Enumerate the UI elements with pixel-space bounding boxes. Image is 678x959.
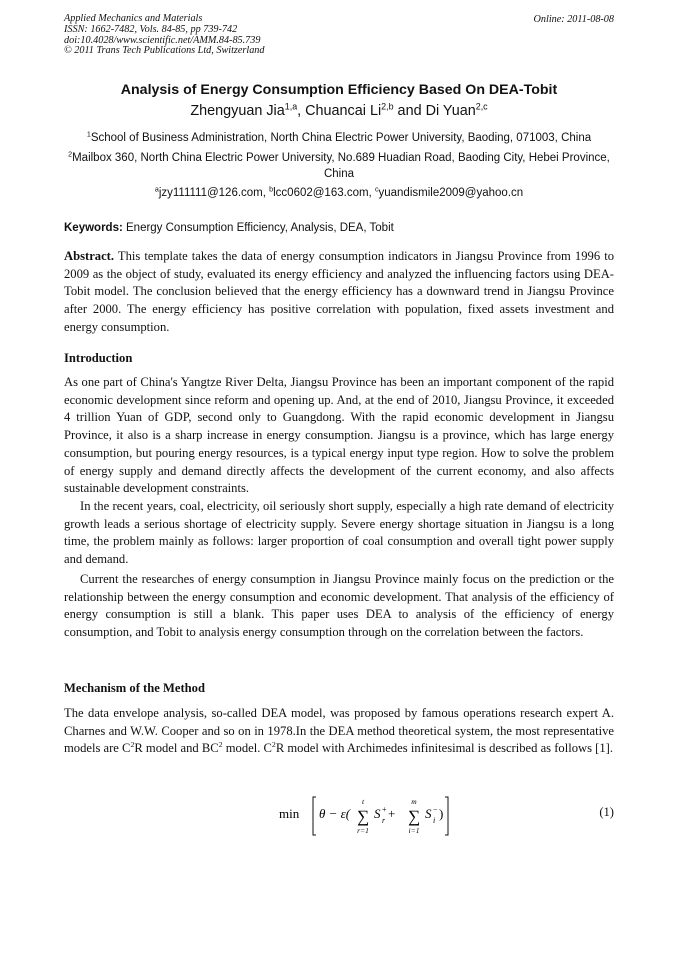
section-heading-introduction: Introduction xyxy=(64,351,133,365)
eq-s-minus-sub: i xyxy=(433,816,436,825)
eq-s-minus-sup: − xyxy=(433,805,438,814)
equation-formula xyxy=(269,792,649,840)
method-text: R model with Archimedes infinitesimal is described as follows [1]. xyxy=(275,741,613,756)
email-text: lcc0602@163.com, xyxy=(273,187,375,199)
author-affiliation-mark: 2,c xyxy=(475,101,488,112)
author-separator: , xyxy=(297,103,306,119)
eq-close-paren: ) xyxy=(439,806,444,821)
author-name: Chuancai Li xyxy=(305,103,382,119)
superscript-2: 2 xyxy=(130,740,135,750)
eq-s-plus: S xyxy=(374,806,381,821)
superscript-2: 2 xyxy=(218,740,223,750)
keywords-text: Energy Consumption Efficiency, Analysis, DEA, Tobit xyxy=(126,222,394,234)
eq-sigma-2: ∑ xyxy=(407,807,421,826)
abstract xyxy=(64,248,614,337)
affiliation-text: School of Business Administration, North China Electric Power University, Baoding, 071003, China xyxy=(90,132,592,144)
method-text: model. C xyxy=(222,741,272,756)
author-affiliation-mark: 2,b xyxy=(381,101,394,112)
issn: ISSN: 1662-7482, Vols. 84-85, pp 739-742 xyxy=(64,23,238,35)
affiliation-number: 1 xyxy=(86,130,91,139)
author-list xyxy=(40,103,638,119)
email-text: yuandismile2009@yahoo.cn xyxy=(378,187,524,199)
keywords xyxy=(64,222,616,234)
eq-plus: + xyxy=(388,806,396,821)
affiliation-1 xyxy=(56,131,622,147)
eq-sum1-upper: t xyxy=(361,797,365,806)
abstract-text: This template takes the data of energy consumption indicators in Jiangsu Province from 1996 to 2009 as the object of study, evaluated its energy efficiency and analyzed the influencing factors using DEA-Tobit model. The conclusion believed that the energy efficiency has a downward trend in Jiangsu Province after 2000. The energy efficiency has positive correlation with population, fixed assets investment and energy consumption. xyxy=(64,249,614,334)
equation-1 xyxy=(64,792,614,840)
keywords-label: Keywords: xyxy=(64,222,123,234)
method-text: The data envelope analysis, so-called DEA model, was proposed by famous operations research expert A. Charnes and W.W. Cooper and so on in 1978.In the DEA method theoretical system, the most representative models are C xyxy=(64,706,614,756)
email-line xyxy=(56,186,622,202)
email-text: jzy111111@126.com, xyxy=(158,187,270,199)
method-paragraph-1 xyxy=(64,705,614,758)
journal-meta xyxy=(64,14,264,57)
eq-sigma-1: ∑ xyxy=(356,807,370,826)
affiliation-text: Mailbox 360, North China Electric Power University, No.689 Huadian Road, Baoding City, Hebei Province, China xyxy=(72,152,610,180)
online-date: Online: 2011-08-08 xyxy=(533,14,614,25)
eq-s-plus-sup: + xyxy=(382,805,387,814)
method-text: R model and BC xyxy=(134,741,219,756)
email-mark: a xyxy=(154,185,159,194)
eq-min: min xyxy=(279,806,300,821)
doi: doi:10.4028/www.scientific.net/AMM.84-85.739 xyxy=(64,34,261,46)
email-mark: b xyxy=(269,185,274,194)
equation-number: (1) xyxy=(599,805,614,819)
intro-paragraph-3: Current the researches of energy consumption in Jiangsu Province mainly focus on the prediction or the relationship between the energy consumption and economic development. That analysis of the efficiency of energy consumption is still a blank. This paper uses DEA to analysis of the efficiency of energy consumption, and Tobit to analysis energy consumption through on the correlation between the factors. xyxy=(64,572,614,640)
eq-sum2-lower: i=1 xyxy=(408,826,420,835)
author-name: Zhengyuan Jia xyxy=(190,103,285,119)
author-affiliation-mark: 1,a xyxy=(284,101,298,112)
affiliation-2 xyxy=(56,151,622,182)
eq-s-minus: S xyxy=(425,806,432,821)
eq-sum1-lower: r=1 xyxy=(357,826,369,835)
section-heading-method: Mechanism of the Method xyxy=(64,681,205,695)
affiliation-number: 2 xyxy=(68,150,73,159)
intro-paragraph-1: As one part of China's Yangtze River Delta, Jiangsu Province has been an important component of the rapid economic development since reform and opening up. And, at the end of 2010, Jiangsu Province, it exceeded 4 trillion Yuan of GDP, second only to Guangdong. With the rapid economic development in Jiangsu Province, it also is a sharp increase in energy consumption. Jiangsu is a province, which has large energy consumption, but pouring energy resources, is a typical energy input type region. How to solve the problem of energy supply and demand directly affects the development of the current economy, and also affects sustainable development constraints. xyxy=(64,375,614,496)
intro-paragraph-2: In the recent years, coal, electricity, oil seriously short supply, especially a high rate demand of electricity growth leads a serious shortage of electricity supply. Severe energy shortage situation in Jiangsu is a long time, the problem mainly as follows: larger proportion of coal consumption and overall tight power supply and demand. xyxy=(64,499,614,567)
paper-title: Analysis of Energy Consumption Efficiency Based On DEA-Tobit xyxy=(120,82,558,98)
email-mark: c xyxy=(374,185,379,194)
copyright: © 2011 Trans Tech Publications Ltd, Switzerland xyxy=(64,45,265,57)
eq-left-bracket xyxy=(313,797,316,835)
superscript-2: 2 xyxy=(271,740,276,750)
author-separator: and xyxy=(393,103,426,119)
author-name: Di Yuan xyxy=(425,103,476,119)
eq-theta-epsilon: θ − ε( xyxy=(319,806,351,821)
eq-sum2-upper: m xyxy=(411,797,417,806)
eq-right-bracket xyxy=(445,797,448,835)
abstract-label: Abstract. xyxy=(64,249,115,263)
eq-s-plus-sub: r xyxy=(382,816,386,825)
journal-name: Applied Mechanics and Materials xyxy=(64,13,203,24)
